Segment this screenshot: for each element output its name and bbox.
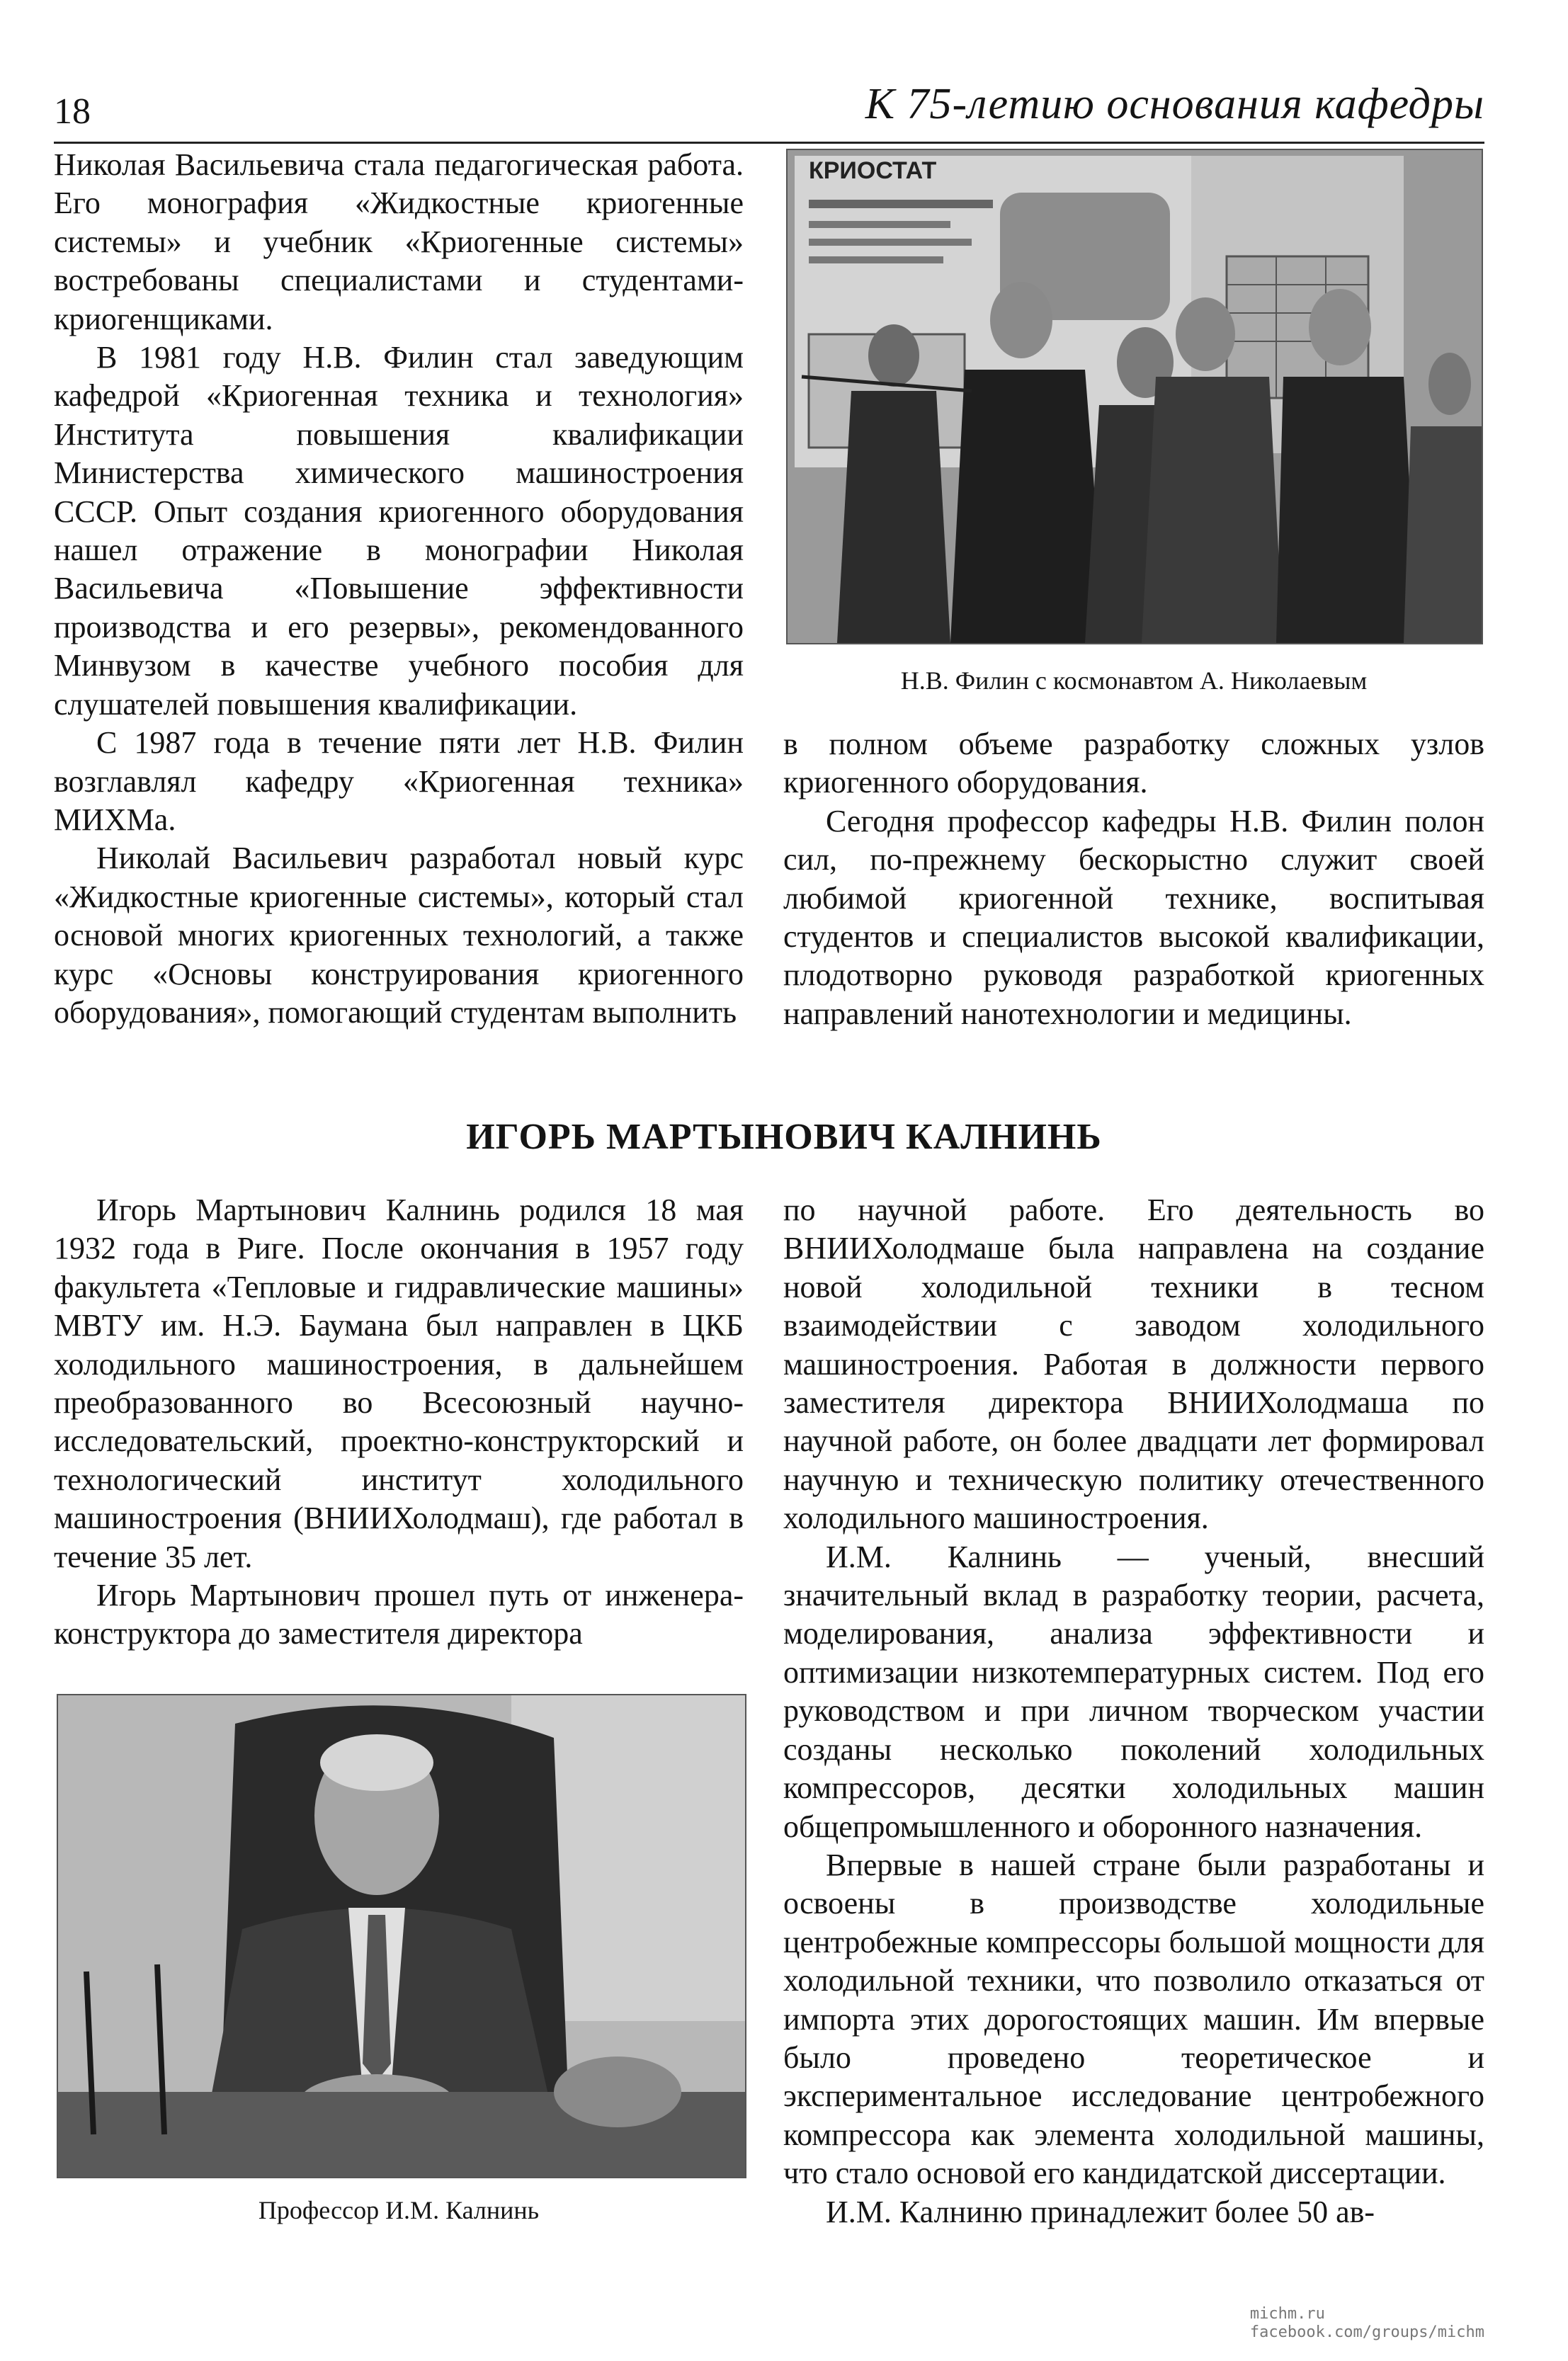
running-title: К 75-летию основания кафедры bbox=[865, 80, 1484, 128]
paragraph: Игорь Мартынович Калнинь родился 18 мая 1932 года в Риге. После окончания в 1957 году факультета «Тепловые и гидравлические машины» МВТУ им. Н.Э. Баумана был направлен в ЦКБ холодильного машиностроения, в дальнейшем преобразованного во Всесоюзный научно-исследовательский, проектно-конструкторский и технологический институт холодильного машиностроения (ВНИИХолодмаш), где работал в течение 35 лет. bbox=[54, 1193, 744, 1574]
section-heading: ИГОРЬ МАРТЫНОВИЧ КАЛНИНЬ bbox=[466, 1117, 1102, 1157]
paragraph: Игорь Мартынович прошел путь от инженера-конструктора до заместителя директора bbox=[54, 1578, 744, 1651]
photo-caption-filin: Н.В. Филин с космонавтом А. Николаевым bbox=[900, 666, 1368, 695]
paragraph: Николай Васильевич разработал новый курс «Жидкостные криогенные системы», который стал основой многих криогенных технологий, а также курс «Основы конструирования криогенного оборудования», помогающий студентам выполнить bbox=[54, 841, 744, 1030]
photo-kalnin bbox=[57, 1694, 746, 2178]
paragraph: Сегодня профессор кафедры Н.В. Филин полон сил, по-прежнему бескорыстно служит своей любимой криогенной технике, воспитывая студентов и специалистов высокой квалификации, плодотворно руководя разработкой криогенных направлений нанотехнологии и медицины. bbox=[783, 803, 1484, 1031]
paragraph: Николая Васильевича стала педагогическая работа. Его монография «Жидкостные криогенные системы» и учебник «Криогенные системы» востребованы специалистами и студентами-криогенщиками. bbox=[54, 147, 744, 336]
photo-kalnin-image bbox=[58, 1695, 745, 2177]
section1-right-column bbox=[783, 725, 1484, 1033]
photo-filin-with-cosmonaut bbox=[786, 149, 1483, 644]
watermark-site: michm.ru bbox=[1249, 2305, 1325, 2323]
section2-right-column bbox=[783, 1191, 1484, 2231]
watermark bbox=[1250, 2305, 1484, 2342]
photo-caption-kalnin: Профессор И.М. Калнинь bbox=[258, 2196, 540, 2224]
section2-left-column bbox=[54, 1191, 744, 1654]
poster-title: КРИОСТАТ bbox=[809, 157, 937, 184]
paragraph: С 1987 года в течение пяти лет Н.В. Филин возглавлял кафедру «Криогенная техника» МИХМа. bbox=[54, 725, 744, 837]
paragraph: И.М. Калниню принадлежит более 50 ав- bbox=[826, 2194, 1375, 2229]
page-number: 18 bbox=[54, 91, 91, 132]
photo-filin-image bbox=[788, 150, 1482, 643]
paragraph: в полном объеме разработку сложных узлов криогенного оборудования. bbox=[783, 727, 1484, 800]
paragraph: В 1981 году Н.В. Филин стал заведующим кафедрой «Криогенная техника и технология» Института повышения квалификации Министерства химического машиностроения СССР. Опыт создания криогенного оборудования нашел отражение в монографии Николая Васильевича «Повышение эффективности производства и его резервы», рекомендованного Минвузом в качестве учебного пособия для слушателей повышения квалификации. bbox=[54, 340, 744, 722]
paragraph: Впервые в нашей стране были разработаны и освоены в производстве холодильные центробежные компрессоры большой мощности для холодильной техники, что позволило отказаться от импорта этих дорогостоящих машин. Им впервые было проведено теоретическое и экспериментальное исследование центробежного компрессора как элемента холодильной машины, что стало основой его кандидатской диссертации. bbox=[783, 1847, 1484, 2191]
paragraph: по научной работе. Его деятельность во ВНИИХолодмаше была направлена на создание новой холодильной техники в тесном взаимодействии с заводом холодильного машиностроения. Работая в должности первого заместителя директора ВНИИХолодмаша по научной работе, он более двадцати лет формировал научную и техническую политику отечественного холодильного машиностроения. bbox=[783, 1193, 1484, 1536]
watermark-group: facebook.com/groups/michm bbox=[1249, 2323, 1484, 2341]
section1-left-column bbox=[54, 146, 744, 1032]
header-rule bbox=[54, 142, 1484, 144]
paragraph: И.М. Калнинь — ученый, внесший значительный вклад в разработку теории, расчета, моделирования, анализа эффективности и оптимизации низкотемпературных систем. Под его руководством и при личном творческом участии созданы несколько поколений холодильных компрессоров, десятки холодильных машин общепромышленного и оборонного назначения. bbox=[783, 1539, 1484, 1844]
